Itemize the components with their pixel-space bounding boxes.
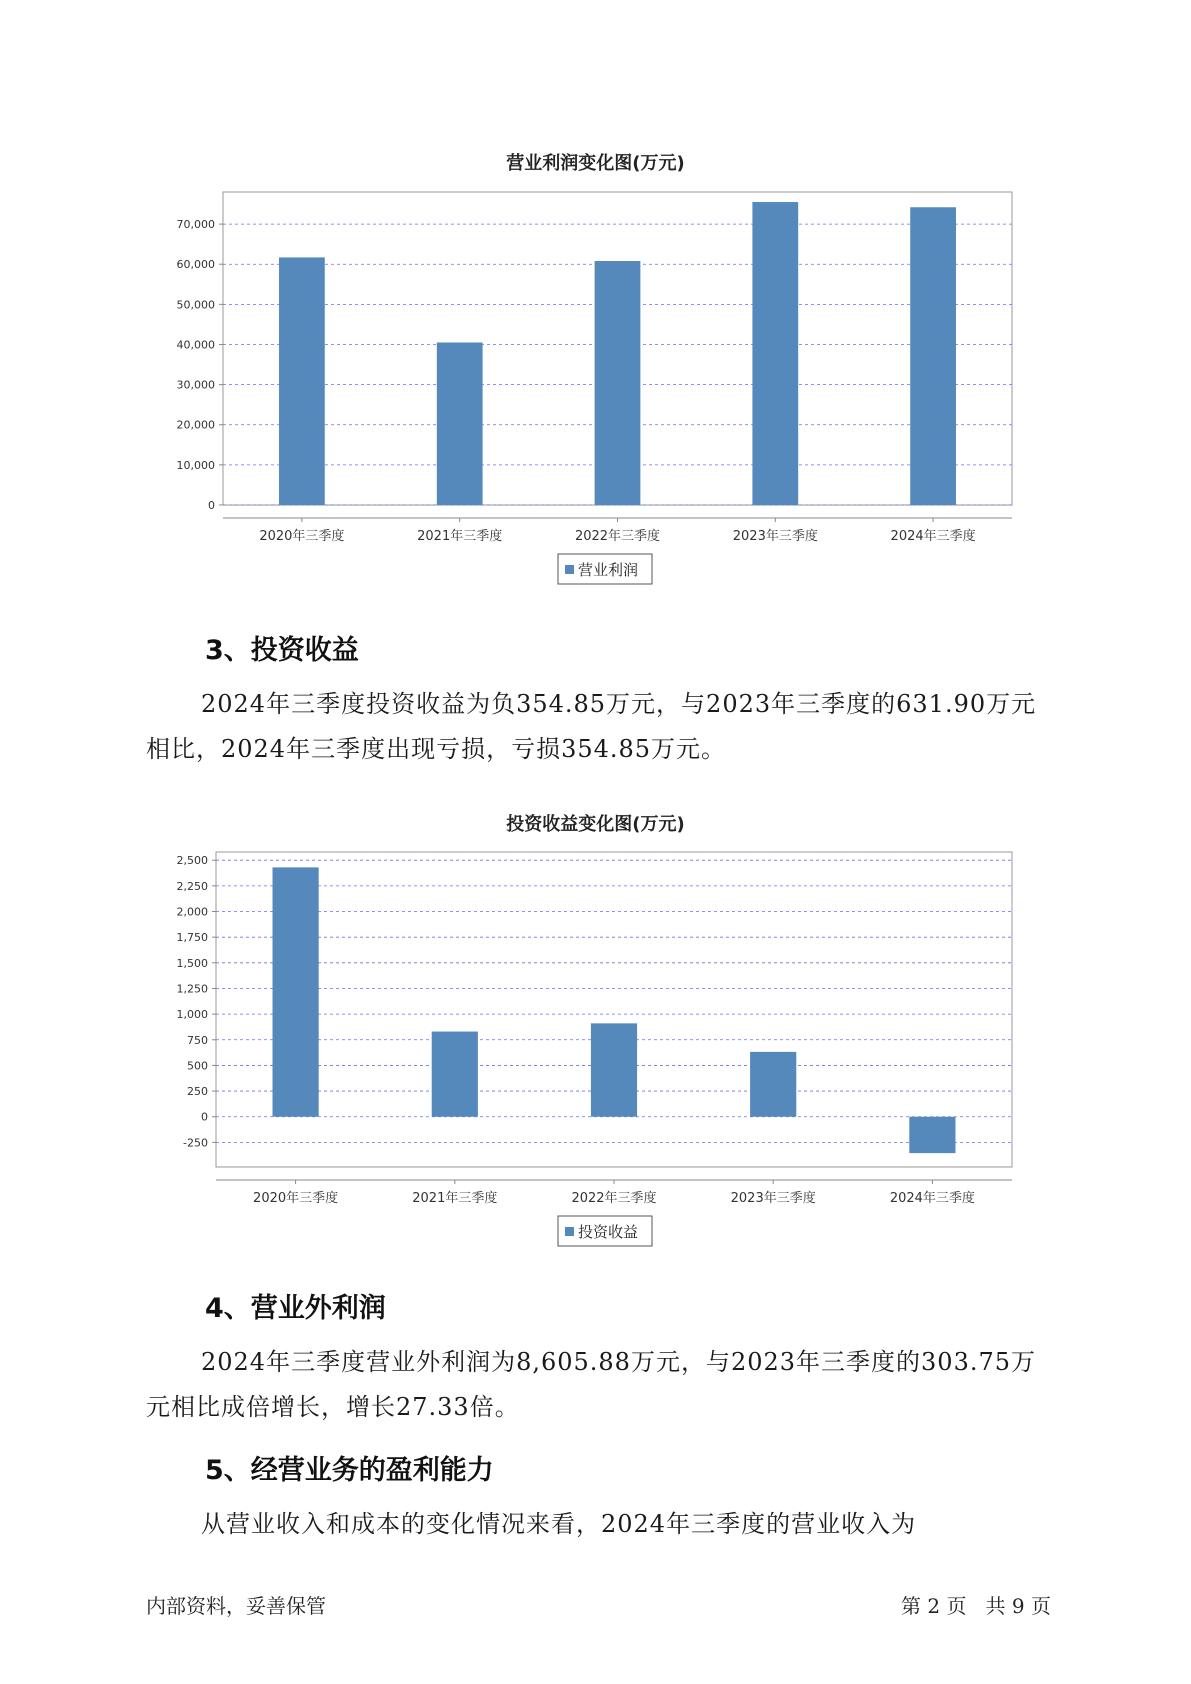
x-tick-label: 2023年三季度 [732, 529, 818, 544]
y-tick-label: 1,500 [176, 956, 208, 970]
section4-heading: 4、营业外利润 [205, 1293, 386, 1324]
y-tick-label: 2,250 [176, 879, 208, 893]
legend [558, 1216, 652, 1246]
y-tick-label: 750 [187, 1033, 208, 1047]
x-tick-label: 2022年三季度 [571, 1191, 657, 1206]
y-tick-label: 2,500 [176, 854, 208, 868]
footer-page-number: 第 2 页 共 9 页 [901, 1594, 1051, 1618]
bar-2 [432, 1032, 478, 1117]
bar-1 [273, 867, 319, 1116]
y-tick-label: 50,000 [176, 298, 215, 312]
y-tick-label: 60,000 [176, 258, 215, 272]
legend-swatch [565, 565, 574, 574]
y-tick-label: 2,000 [176, 905, 208, 919]
bar-4 [752, 202, 798, 505]
chart1-operating-profit [0, 180, 1191, 600]
x-tick-label: 2024年三季度 [890, 529, 976, 544]
y-tick-label: 0 [201, 1110, 208, 1124]
y-tick-label: 1,250 [176, 982, 208, 996]
x-tick-label: 2020年三季度 [253, 1191, 339, 1206]
y-tick-label: 70,000 [176, 218, 215, 232]
bar-2 [437, 342, 483, 505]
x-tick-label: 2020年三季度 [259, 529, 345, 544]
plot-frame [216, 852, 1012, 1167]
y-tick-label: 30,000 [176, 378, 215, 392]
bar-3 [591, 1023, 637, 1116]
chart1-title: 营业利润变化图(万元) [506, 153, 685, 174]
bar-5 [909, 1117, 955, 1153]
y-tick-label: 0 [208, 499, 215, 512]
legend-label: 营业利润 [578, 561, 639, 579]
chart2-title: 投资收益变化图(万元) [506, 814, 685, 835]
section3-heading: 3、投资收益 [205, 635, 359, 666]
y-tick-label: 20,000 [176, 418, 215, 432]
x-tick-label: 2021年三季度 [417, 529, 503, 544]
y-tick-label: 10,000 [176, 458, 215, 472]
footer-left: 内部资料，妥善保管 [146, 1594, 326, 1618]
section3-paragraph: 2024年三季度投资收益为负354.85万元，与2023年三季度的631.90万元相比，2024年三季度出现亏损，亏损354.85万元。 [146, 690, 1037, 763]
section5-paragraph: 从营业收入和成本的变化情况来看，2024年三季度的营业收入为 [201, 1510, 917, 1538]
section4-paragraph: 2024年三季度营业外利润为8,605.88万元，与2023年三季度的303.75万元相比成倍增长，增长27.33倍。 [146, 1348, 1037, 1421]
legend-label: 投资收益 [578, 1223, 639, 1241]
y-tick-label: 40,000 [176, 338, 215, 352]
y-tick-label: 500 [187, 1059, 208, 1073]
legend-swatch [565, 1227, 574, 1236]
x-tick-label: 2024年三季度 [889, 1191, 975, 1206]
legend [558, 554, 652, 584]
y-tick-label: 1,000 [176, 1008, 208, 1022]
y-tick-label: -250 [183, 1136, 208, 1150]
bar-1 [279, 257, 325, 505]
y-tick-label: 1,750 [176, 931, 208, 945]
bar-5 [910, 207, 956, 505]
x-tick-label: 2023年三季度 [730, 1191, 816, 1206]
bar-3 [595, 261, 641, 505]
bar-4 [750, 1052, 796, 1117]
x-tick-label: 2021年三季度 [412, 1191, 498, 1206]
y-tick-label: 250 [187, 1085, 208, 1099]
x-tick-label: 2022年三季度 [574, 529, 661, 544]
chart2-investment-income [0, 840, 1191, 1260]
section5-heading: 5、经营业务的盈利能力 [205, 1455, 494, 1486]
